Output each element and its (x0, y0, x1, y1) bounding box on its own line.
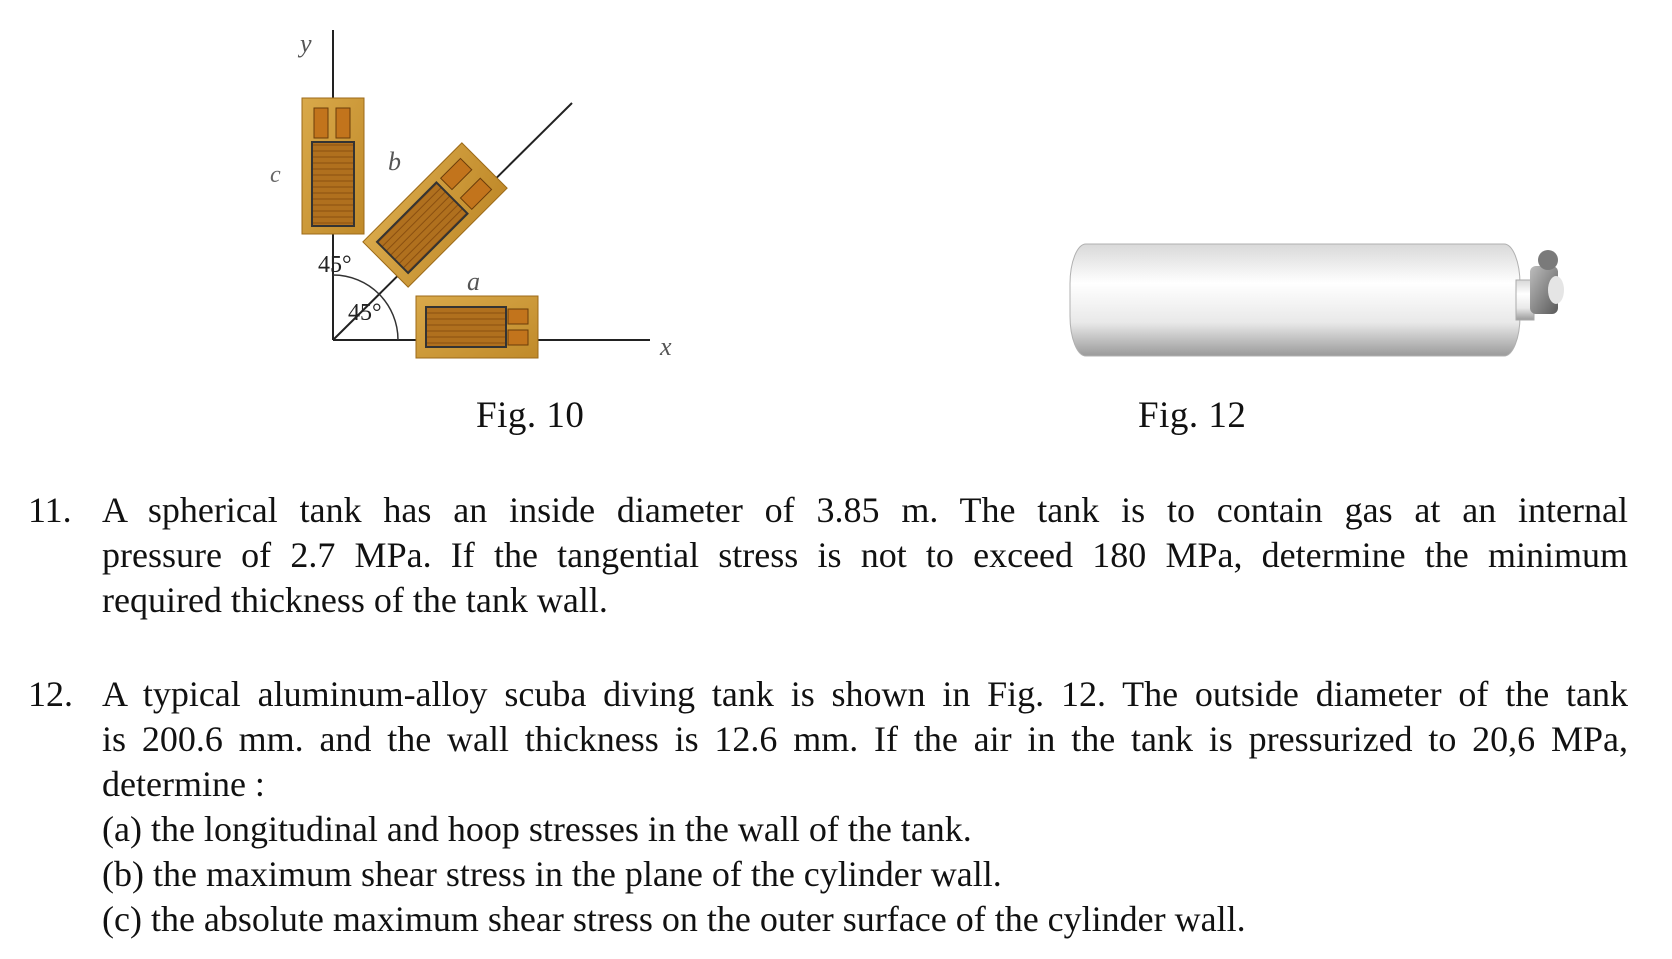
problem-11 (28, 488, 1628, 623)
problem-part-c: (c) the absolute maximum shear stress on the outer surface of the cylinder wall. (102, 899, 1246, 939)
problem-text-line: required thickness of the tank wall. (102, 580, 608, 620)
gauge-b (363, 143, 507, 287)
problem-part-a: (a) the longitudinal and hoop stresses in the wall of the tank. (102, 809, 972, 849)
problem-text-line: A typical aluminum-alloy scuba diving tank is shown in Fig. 12. The outside diameter of the tank (102, 674, 1628, 714)
fig12-caption: Fig. 12 (1138, 395, 1247, 436)
gauge-a-label: a (467, 267, 480, 296)
x-axis-label: x (660, 332, 672, 361)
gauge-b-label: b (388, 147, 401, 176)
problem-text-line: determine : (102, 764, 265, 804)
fig12-diagram (1060, 230, 1580, 370)
problem-number: 12. (28, 674, 73, 714)
gauge-a (416, 296, 538, 358)
angle-label-upper: 45° (318, 252, 352, 278)
problem-number: 11. (28, 490, 72, 530)
tank-valve-knob (1538, 250, 1558, 270)
y-axis-label: y (300, 29, 312, 58)
problem-text-line: pressure of 2.7 MPa. If the tangential stress is not to exceed 180 MPa, determine the minimum (102, 535, 1628, 575)
problem-text-line: A spherical tank has an inside diameter of 3.85 m. The tank is to contain gas at an internal (102, 490, 1628, 530)
angle-label-lower: 45° (348, 300, 382, 326)
tank-body (1070, 244, 1520, 356)
fig10-caption: Fig. 10 (476, 395, 585, 436)
problem-12 (28, 672, 1628, 942)
gauge-c (302, 98, 364, 234)
angle-arc-lower (379, 294, 398, 340)
problem-part-b: (b) the maximum shear stress in the plane of the cylinder wall. (102, 854, 1002, 894)
gauge-c-label: c (270, 162, 281, 188)
fig10-diagram (260, 10, 680, 380)
problem-text-line: is 200.6 mm. and the wall thickness is 12.6 mm. If the air in the tank is pressurized to 20,6 MPa, (102, 719, 1628, 759)
